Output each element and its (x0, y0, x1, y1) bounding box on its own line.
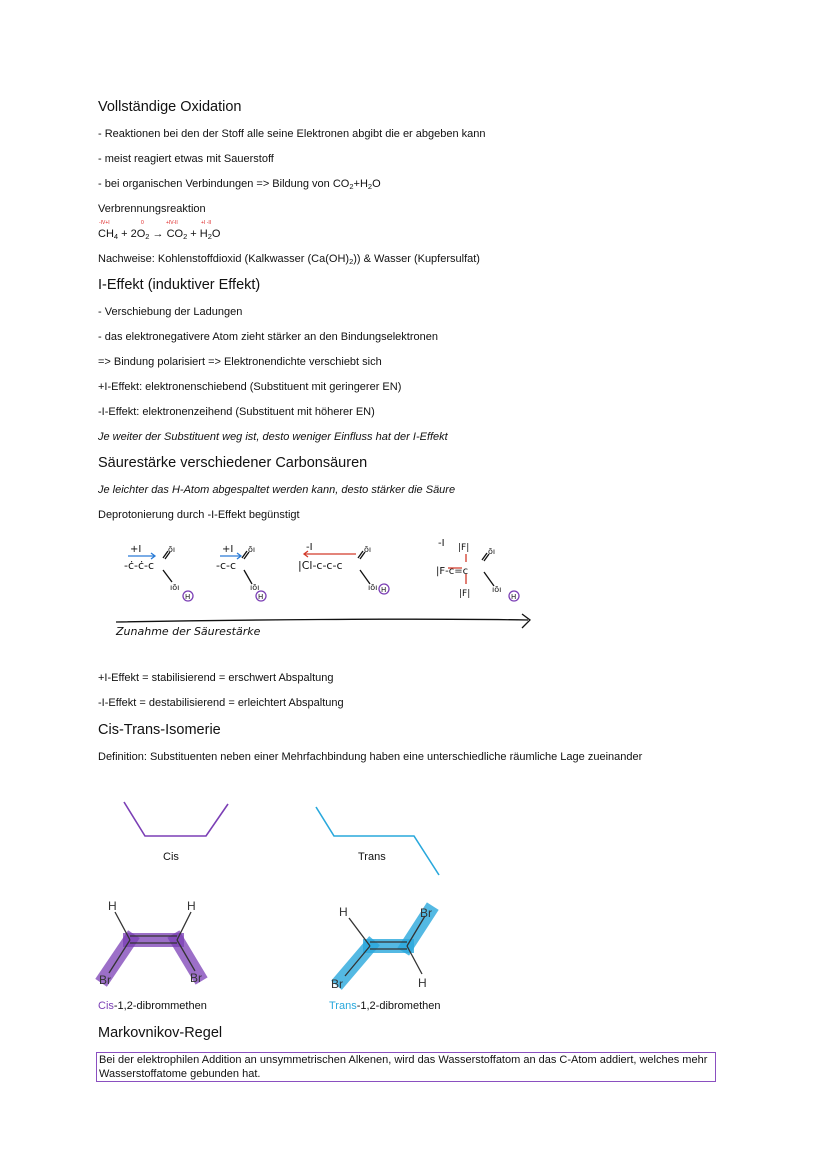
svg-text:ıōı: ıōı (368, 583, 378, 592)
svg-text:H: H (381, 586, 387, 594)
svg-text:ōı: ōı (248, 545, 256, 554)
section-title-ieffect: I-Effekt (induktiver Effekt) (98, 277, 261, 293)
trans-name-prefix: Trans (329, 1000, 357, 1012)
cistrans-definition: Definition: Substituenten neben einer Mehrfachbindung haben eine unterschiedliche räumliche Lage zueinander (98, 751, 643, 763)
trans-label: Trans (358, 851, 386, 863)
atom-h: H (187, 899, 196, 913)
proof-line: Nachweise: Kohlenstoffdioxid (Kalkwasser $(Ca(OH)_2)$) & Wasser (Kupfersulfat) (98, 253, 480, 266)
markovnikov-text-line-1: Bei der elektrophilen Addition an unsymmetrischen Alkenen, wird das Wasserstoffatom an das C-Atom addiert, welches mehr (99, 1054, 708, 1066)
svg-text:-ċ-ċ-c: -ċ-ċ-c (124, 559, 155, 572)
reaction-label: Verbrennungsreaktion (98, 203, 206, 215)
ieffect-line-5: -I-Effekt: elektronenzeihend (Substituent mit höherer EN) (98, 406, 375, 418)
svg-text:|F|: |F| (459, 589, 471, 599)
atom-h: H (339, 905, 348, 919)
ieffect-line-6: Je weiter der Substituent weg ist, desto weniger Einfluss hat der I-Effekt (98, 431, 448, 443)
svg-text:ōı: ōı (364, 545, 372, 554)
svg-text:|Cl-c-c-c: |Cl-c-c-c (298, 559, 343, 572)
trans-skeletal-formula (312, 803, 442, 878)
cis-name-prefix: Cis (98, 1000, 114, 1012)
svg-text:-c-c: -c-c (216, 559, 237, 572)
plus-i-label-1: +I (130, 544, 142, 555)
oxidation-line-1: - Reaktionen bei den der Stoff alle seine Elektronen abgibt die er abgeben kann (98, 128, 486, 140)
ieffect-line-3: => Bindung polarisiert => Elektronendichte verschiebt sich (98, 356, 382, 368)
trans-dibromoethene-structure (325, 898, 450, 998)
minus-i-label-2: -I (438, 538, 445, 549)
acid-strength-axis-label: Zunahme der Säurestärke (116, 625, 261, 638)
atom-br: Br (331, 977, 343, 991)
acid-line-3: +I-Effekt = stabilisierend = erschwert Abspaltung (98, 672, 334, 684)
svg-text:ıōı: ıōı (170, 583, 180, 592)
acid-line-2: Deprotonierung durch -I-Effekt begünstigt (98, 509, 300, 521)
svg-text:ōı: ōı (488, 547, 496, 556)
oxidation-number-ch4: -IV+I (99, 220, 110, 226)
atom-h: H (108, 899, 117, 913)
trans-compound-name: Trans-1,2-dibromethen (329, 1000, 441, 1012)
section-title-cistrans: Cis-Trans-Isomerie (98, 722, 221, 738)
section-title-markovnikov: Markovnikov-Regel (98, 1025, 223, 1041)
ieffect-line-4: +I-Effekt: elektronenschiebend (Substituent mit geringerer EN) (98, 381, 402, 393)
atom-br: Br (190, 971, 202, 985)
svg-text:ıōı: ıōı (250, 583, 260, 592)
atom-h: H (418, 976, 427, 990)
minus-i-label-1: -I (306, 542, 313, 553)
cis-dibromoethene-structure (95, 895, 220, 995)
svg-text:|F|: |F| (458, 543, 470, 553)
svg-text:H: H (185, 593, 191, 601)
svg-text:ōı: ōı (168, 545, 176, 554)
atom-br: Br (99, 973, 111, 987)
plus-i-label-2: +I (222, 544, 234, 555)
acid-strength-sketch (110, 532, 540, 642)
oxidation-number-h2o: +I -II (201, 220, 212, 226)
svg-text:H: H (258, 593, 264, 601)
cis-compound-name: Cis-1,2-dibrommethen (98, 1000, 207, 1012)
acid-line-1: Je leichter das H-Atom abgespaltet werden kann, desto stärker die Säure (98, 484, 456, 496)
markovnikov-rule-box (96, 1052, 716, 1082)
oxidation-line-3: - bei organischen Verbindungen => Bildung von $CO_2+H_2O$ (98, 178, 381, 191)
oxidation-line-2: - meist reagiert etwas mit Sauerstoff (98, 153, 274, 165)
markovnikov-text-line-2: Wasserstoffatome gebunden hat. (99, 1068, 261, 1080)
oxidation-number-o2: 0 (141, 220, 144, 226)
combustion-equation: $CH_4 + 2O_2 \to CO_2 + H_2O$ (98, 228, 221, 241)
svg-text:H: H (511, 593, 517, 601)
cis-label: Cis (163, 851, 179, 863)
ieffect-line-1: - Verschiebung der Ladungen (98, 306, 243, 318)
section-title-acid: Säurestärke verschiedener Carbonsäuren (98, 455, 368, 471)
svg-text:|F-c=c: |F-c=c (436, 566, 469, 577)
oxidation-number-co2: +IV-II (166, 220, 178, 226)
cis-skeletal-formula (118, 798, 238, 843)
ieffect-line-2: - das elektronegativere Atom zieht stärker an den Bindungselektronen (98, 331, 438, 343)
svg-text:ıōı: ıōı (492, 585, 502, 594)
section-title-oxidation: Vollständige Oxidation (98, 99, 242, 115)
atom-br: Br (420, 906, 432, 920)
acid-line-4: -I-Effekt = destabilisierend = erleichtert Abspaltung (98, 697, 344, 709)
